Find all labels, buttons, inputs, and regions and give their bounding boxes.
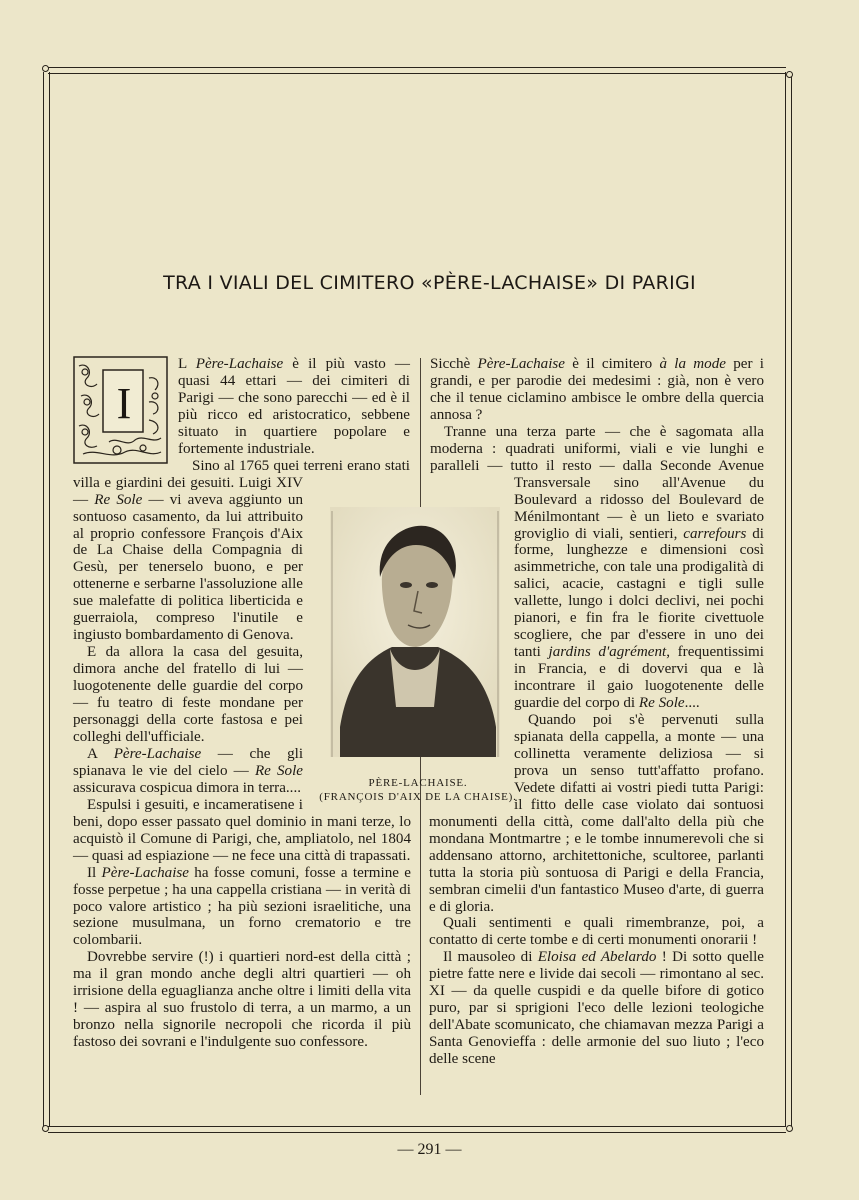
italic-term: carrefours	[683, 525, 747, 542]
frame-corner-ornament	[42, 1125, 49, 1132]
italic-term: Re Sole	[254, 762, 303, 779]
text-run: Quali sentimenti e quali rimembranze, poi, a contatto di certe tombe e di certi monumenti onorarii !	[429, 915, 764, 949]
text-run: Il mausoleo di	[443, 949, 538, 966]
text-run: A	[87, 745, 114, 762]
italic-term: Père-Lachaise	[113, 745, 202, 762]
text-run: assicurava cospicua dimora in terra....	[73, 779, 301, 796]
paragraph	[429, 949, 764, 1068]
portrait-caption	[318, 776, 518, 804]
text-run: Tranne una terza parte — che è sagomata alla moderna : quadrati uniformi, viali e vie lunghi e paralleli — tutto il resto — dalla Seconde Avenue Transversale sino all'Avenue du Boulevard a ridosso del Boulevard de Ménilmontant — è un lieto e svariato groviglio di viali, sentieri,	[430, 423, 764, 542]
italic-term: Re Sole	[638, 695, 685, 712]
caption-line: PÈRE-LACHAISE.	[368, 777, 468, 789]
italic-term: Père-Lachaise	[101, 864, 189, 881]
text-run: L	[178, 356, 196, 372]
frame-left-rule	[43, 72, 50, 1126]
article-title: TRA I VIALI DEL CIMITERO «PÈRE-LACHAISE» DI PARIGI	[163, 272, 696, 294]
text-run: Quando poi s'è pervenuti sulla spianata della cappella, a monte — una collinetta veramente deliziosa — si prova un senso tutt'affatto profano. Vedete difatti ai vostri piedi tutta Parigi: il fitto delle case violato dai sontuosi monumenti della città, come dall'alto della più che mondana Montmartre ; e le tombe innumerevoli che si addensano attorno, architettoniche, scultoree, parlanti tutta la storia più sontuosa di Parigi e della Francia, sembran cimelii d'un fantastico Museo d'arte, di guerra e di gloria.	[429, 712, 764, 915]
italic-term: Père-Lachaise	[477, 356, 565, 372]
frame-corner-ornament	[42, 65, 49, 72]
text-run: è il più vasto — quasi 44 ettari — dei cimiteri di Parigi — che sono parecchi — ed è il più ricco ed aristocratico, sebbene situato in quartiere popolare e fortemente industriale.	[178, 356, 410, 457]
italic-term: à la mode	[659, 356, 726, 372]
text-run: è il cimitero	[564, 356, 660, 372]
text-run: Espulsi i gesuiti, e incameratisene i beni, dopo esser passato quel dominio in mani terze, lo acquistò il Comune di Parigi, che, ampliatolo, nel 1804 — quasi ad espiazione — ne fece una città di trapassati.	[73, 796, 411, 864]
portrait-illustration	[330, 507, 500, 757]
paragraph	[73, 949, 411, 1051]
italic-term: Père-Lachaise	[195, 356, 284, 372]
paragraph	[73, 797, 411, 865]
frame-corner-ornament	[786, 1125, 793, 1132]
text-run: ! Di sotto quelle pietre fatte nere e livide dai secoli — rimontano al sec. XI — da quelle cuspidi e da quelle bifore di gotico puro, par si sprigioni l'eco delle lezioni teologiche dell'Abate scomunicato, che chiamavan mezza Parigi a Santa Genovieffa : delle armonie del suo liuto ; l'eco delle scene	[429, 949, 765, 1068]
text-run: — che gli spianava le vie del cielo —	[73, 745, 304, 779]
text-run: E da allora la casa del gesuita, dimora anche del fratello di lui — luogotenente delle guardie del corpo — fu teatro di feste mondane per personaggi della corte fastosa e pei colleghi dell'ufficiale.	[73, 644, 303, 745]
paragraph	[429, 356, 764, 424]
paragraph	[73, 865, 411, 950]
frame-bottom-rule	[48, 1126, 786, 1133]
text-run: Il	[87, 864, 102, 881]
italic-term: Eloisa ed Abelardo	[537, 949, 657, 966]
caption-line: (FRANÇOIS D'AIX DE LA CHAISE).	[319, 791, 517, 803]
paragraph	[429, 915, 764, 949]
frame-top-rule	[48, 67, 786, 74]
frame-corner-ornament	[786, 71, 793, 78]
text-run: per i grandi, e per parodie dei medesimi : già, non è vero che il tenue ciclamino ambisce le ombre della quercia annosa ?	[430, 356, 764, 423]
layout-spacer	[410, 356, 411, 486]
text-run: ha fosse comuni, fosse a termine e fosse perpetue ; ha una cappella cristiana — in verità di poco valore artistico ; ha più sezioni israelitiche, una sezione musulmana, un forno crematorio e tre colombarii.	[73, 864, 411, 949]
initial-letter: I	[116, 379, 132, 428]
italic-term: Re Sole	[94, 491, 143, 508]
italic-term: jardins d'agrément	[548, 644, 667, 661]
text-run: Dovrebbe servire (!) i quartieri nord-est della città ; ma il gran mondo anche degli altri quartieri — oh irrisione della eguaglianza anche oltre i limiti della vita ! — aspira al suo frustolo di terra, a un marmo, a un bronzo nella signorile necropoli che ricorda il più fastoso dei sovrani e l'indulgente suo confessore.	[73, 949, 411, 1051]
text-run: , frequentissimi in Francia, e di dovervi qua e là incontrare il gaio luogotenente delle guardie del corpo di	[514, 644, 764, 712]
page-number: — 291 —	[397, 1141, 462, 1158]
text-run: Sicchè	[430, 356, 478, 372]
text-run: Sino al 1765 quei terreni erano stati villa e giardini dei gesuiti. Luigi XIV —	[73, 457, 410, 508]
decorated-initial	[73, 356, 168, 464]
frame-right-rule	[785, 72, 792, 1126]
portrait-image	[330, 507, 500, 757]
text-run: — vi aveva aggiunto un sontuoso casamento, da lui attribuito al proprio confessore François d'Aix de La Chaise della Compagnia di Gesù, per tenerselo buono, e per ottenerne e serbarne l'assoluzione alle sue malefatte di politica liberticida e guerraiola, compreso l'inutile e ingiusto bombardamento di Genova.	[73, 491, 303, 644]
text-run: di forme, lunghezze e dimensioni così asimmetriche, con tale una prodigalità di salici, acacie, castagni e tigli sulle vallette, lungo i dolci declivi, nei pochi pianori, e fin fra le fiorite civettuole scogliere, che par d'essere in uno dei tanti	[514, 525, 765, 661]
text-run: ....	[684, 695, 700, 712]
